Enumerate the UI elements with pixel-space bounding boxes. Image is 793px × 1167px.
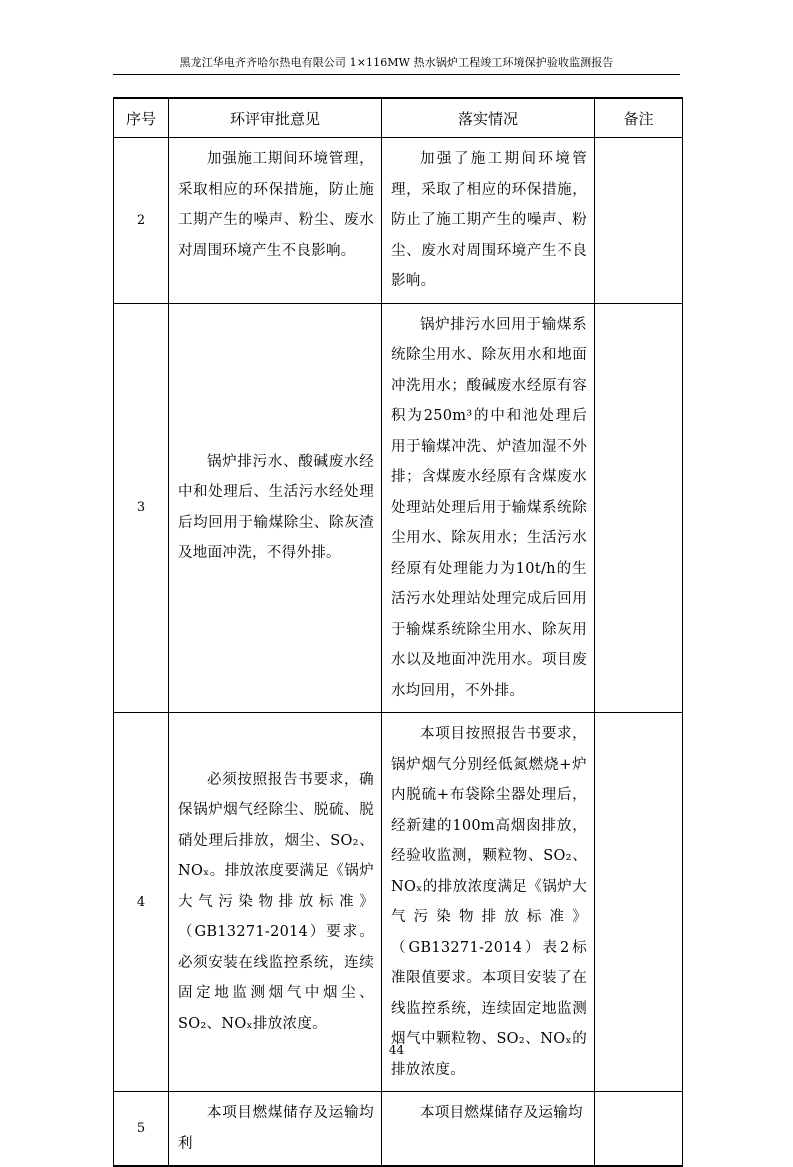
report-header: 黑龙江华电齐齐哈尔热电有限公司 1×116MW 热水锅炉工程竣工环境保护验收监测报告 [179, 56, 614, 69]
col-header-implementation: 落实情况 [382, 98, 595, 138]
opinion-cell [169, 138, 382, 304]
table-row [114, 713, 683, 1092]
col-header-remark: 备注 [595, 98, 683, 138]
table-row [114, 1092, 683, 1167]
remark-cell [595, 303, 683, 713]
opinion-text: 必须按照报告书要求，确保锅炉烟气经除尘、脱硫、脱硝处理后排放，烟尘、SO₂、NOₓ。排放浓度要满足《锅炉大气污染物排放标准》（GB13271-2014）要求。必须安装在线监控系统，连续固定地监测烟气中烟尘、SO₂、NOₓ排放浓度。 [178, 771, 374, 1032]
table-row [114, 303, 683, 713]
approval-table [113, 97, 683, 1167]
col-header-no: 序号 [114, 98, 169, 138]
col-header-opinion: 环评审批意见 [169, 98, 382, 138]
implementation-cell [382, 138, 595, 304]
table-header-row [114, 98, 683, 138]
implementation-text: 加强了施工期间环境管理，采取了相应的环保措施，防止了施工期产生的噪声、粉尘、废水对周围环境产生不良影响。 [391, 151, 587, 289]
opinion-text: 锅炉排污水、酸碱废水经中和处理后、生活污水经处理后均回用于输煤除尘、除灰渣及地面冲洗，不得外排。 [178, 453, 374, 562]
implementation-cell [382, 1092, 595, 1167]
implementation-text: 本项目按照报告书要求，锅炉烟气分别经低氮燃烧+炉内脱硫+布袋除尘器处理后，经新建的100m高烟囱排放，经验收监测，颗粒物、SO₂、NOₓ的排放浓度满足《锅炉大气污染物排放标准》（GB13271-2014）表2标准限值要求。本项目安装了在线监控系统，连续固定地监测烟气中颗粒物、SO₂、NOₓ的排放浓度。 [391, 726, 587, 1078]
implementation-cell [382, 303, 595, 713]
opinion-text: 加强施工期间环境管理，采取相应的环保措施，防止施工期产生的噪声、粉尘、废水对周围环境产生不良影响。 [178, 151, 374, 259]
row-number: 3 [114, 303, 169, 713]
remark-cell [595, 1092, 683, 1167]
table-row [114, 138, 683, 304]
remark-cell [595, 138, 683, 304]
opinion-cell [169, 713, 382, 1092]
opinion-cell [169, 303, 382, 713]
implementation-text: 本项目燃煤储存及运输均 [420, 1105, 583, 1121]
remark-cell [595, 713, 683, 1092]
opinion-text: 本项目燃煤储存及运输均利 [178, 1105, 374, 1152]
row-number: 4 [114, 713, 169, 1092]
implementation-cell [382, 713, 595, 1092]
opinion-cell [169, 1092, 382, 1167]
header-divider [113, 74, 680, 75]
page-number: 44 [388, 1043, 405, 1057]
implementation-text: 锅炉排污水回用于输煤系统除尘用水、除灰用水和地面冲洗用水；酸碱废水经原有容积为250m³的中和池处理后用于输煤冲洗、炉渣加湿不外排；含煤废水经原有含煤废水处理站处理后用于输煤系统除尘用水、除灰用水；生活污水经原有处理能力为10t/h的生活污水处理站处理完成后回用于输煤系统除尘用水、除灰用水以及地面冲洗用水。项目废水均回用，不外排。 [391, 316, 587, 699]
row-number: 5 [114, 1092, 169, 1167]
row-number: 2 [114, 138, 169, 304]
